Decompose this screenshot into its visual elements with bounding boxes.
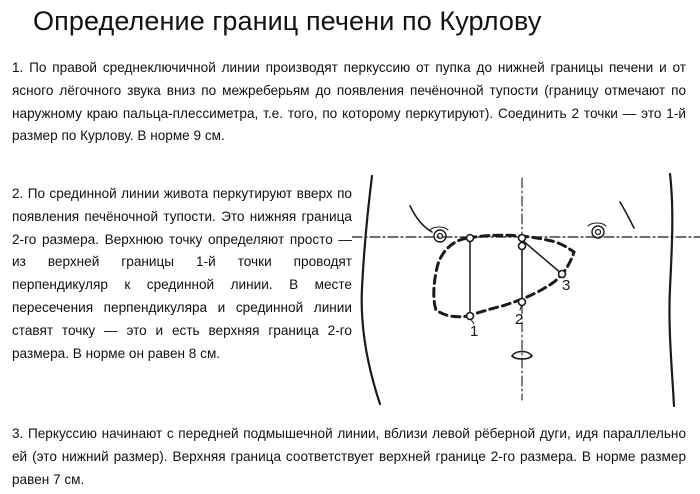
point-2-bottom xyxy=(519,299,526,306)
paragraph-step-1: 1. По правой среднеключичной линии производят перкуссию от пупка до нижней границы печени и от ясного лёгочного звука вниз по межреберьям до появления печёночной тупости (границу отмечают по наружному краю пальца-плессиметра, т.е. того, по которому перкутируют). Соединить 2 точки — это 1-й размер по Курлову. В норме 9 см. xyxy=(12,60,686,144)
point-2-top xyxy=(519,235,526,242)
paragraph-step-2: 2. По срединной линии живота перкутируют вверх по появления печёночной тупости. Это нижняя граница 2-го размера. Верхнюю точку определяют просто — из верхней границы 1-й точки проводят перпендикуляр к срединной линии. В месте пересечения перпендикуляра и срединной линии ставят точку — это и есть верхняя граница 2-го размера. В норме он равен 8 см. xyxy=(12,186,352,361)
point-1-bottom xyxy=(467,313,474,320)
torso-left-outline xyxy=(362,176,380,404)
size-3-line xyxy=(522,240,562,274)
size-3-label: 3 xyxy=(562,277,571,294)
liver-outline xyxy=(434,235,574,317)
right-armpit-line xyxy=(620,202,634,228)
size-2-label: 2 xyxy=(515,311,524,328)
size-1-label: 1 xyxy=(470,323,479,340)
right-nipple xyxy=(588,223,606,238)
torso-illustration xyxy=(352,168,700,414)
measurement-points xyxy=(467,235,566,320)
paragraph-step-3: 3. Перкуссию начинают с передней подмышечной линии, вблизи левой рёберной дуги, идя параллельно ей (это нижний размер). Верхняя граница соответствует верхней границе 2-го размера. В норме размер равен 7 см. xyxy=(12,426,686,487)
point-1-top xyxy=(467,235,474,242)
page-title: Определение границ печени по Курлову xyxy=(33,6,542,36)
liver-borders-diagram xyxy=(352,168,700,414)
left-armpit-line xyxy=(410,206,432,232)
point-3-top xyxy=(519,243,526,250)
torso-right-outline xyxy=(669,174,674,406)
left-nipple xyxy=(430,227,448,242)
